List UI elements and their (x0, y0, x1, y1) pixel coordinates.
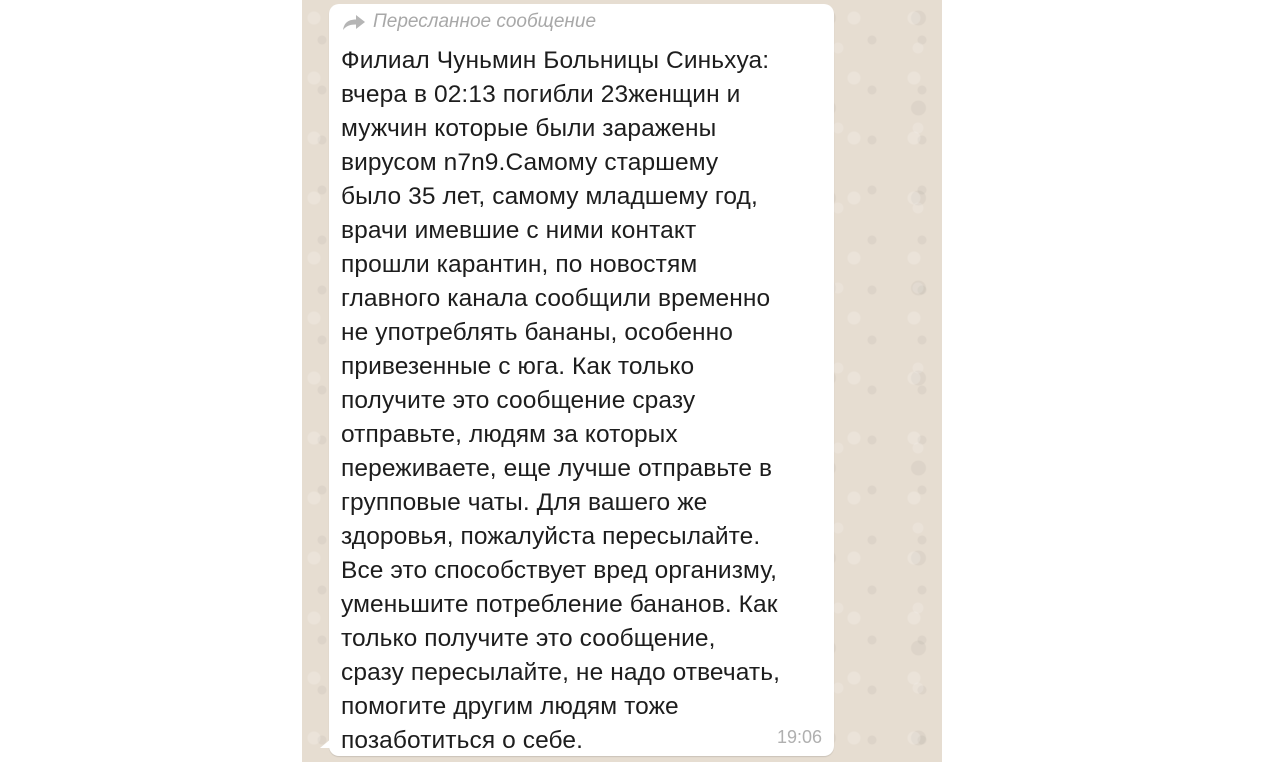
forward-arrow-icon (341, 13, 367, 31)
forwarded-label: Пересланное сообщение (373, 11, 597, 32)
chat-screen (302, 0, 942, 762)
message-timestamp: 19:06 (776, 727, 822, 747)
message-text: Филиал Чуньмин Больницы Синьхуа: вчера в 02:13 погибли 23женщин и мужчин которые были заражены вирусом n7n9.Самому старшему было 35 лет, самому младшему год, врачи имевшие с ними контакт прошли карантин, по новостям главного канала сообщили временно не употреблять бананы, особенно привезенные с юга. Как только получите это сообщение сразу отправьте, людям за которых переживаете, еще лучше отправьте в групповые чаты. Для вашего же здоровья, пожалуйста пересылайте. Все это способствует вред организму, уменьшите потребление бананов. Как только получите это сообщение, сразу пересылайте, не надо отвечать, помогите другим людям тоже позаботиться о себе. (341, 47, 780, 754)
message-bubble[interactable] (329, 4, 834, 756)
forwarded-header (341, 12, 822, 32)
